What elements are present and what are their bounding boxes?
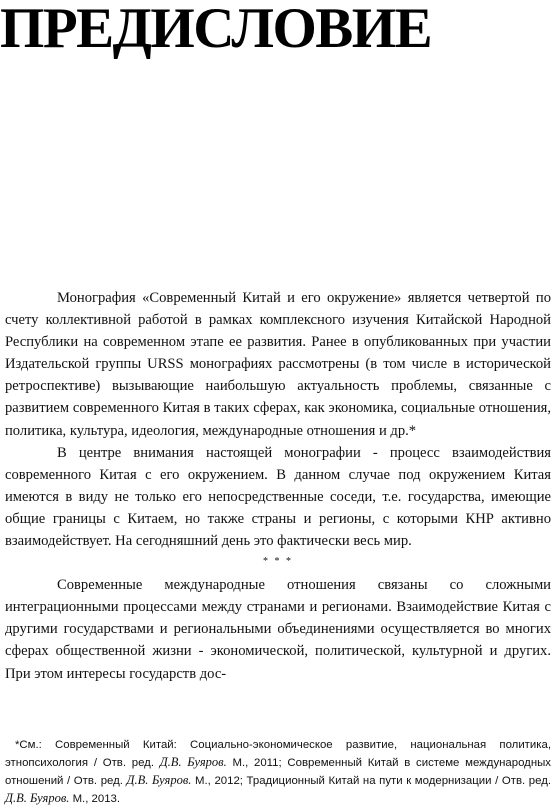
footnote-editor-2: Д.В. Буяров. <box>126 773 192 787</box>
paragraph-1: Монография «Современный Китай и его окружение» является четвертой по счету коллективной работой в рамках комплексного изучения Китайской Народной Республики на современном этапе ее развития. Ранее в опубликованных при участии Издательской группы URSS монографиях рассмотрены (в том числе в исторической ретроспективе) вызывающие наибольшую актуальность проблемы, связанные с развитием современного Китая в таких сферах, как экономика, социальные отношения, политика, культура, идеология, международные отношения и др.* <box>5 290 551 439</box>
footnote-text-2: М., 2011; Современный Китай в системе международных отношений / Отв. ред. <box>5 757 551 787</box>
paragraph-2: В центре внимания настоящей монографии - процесс взаимодействия современного Китая с его окружением. В данном случае под окружением Китая имеются в виду не только его непосредственные соседи, т.е. государства, имеющие общие границы с Китаем, но также страны и регионы, с которыми КНР активно взаимодействует. На сегодняшний день это фактически весь мир. <box>5 444 551 550</box>
body-text <box>5 287 551 685</box>
footnote-text-4: М., 2013. <box>69 793 121 805</box>
page-title: ПРЕДИСЛОВИЕ <box>0 0 432 60</box>
footnote-text-3: М., 2012; Традиционный Китай на пути к модернизации / Отв. ред. <box>191 775 552 787</box>
footnote-editor-3: Д.В. Буяров. <box>5 791 70 805</box>
footnote-editor-1: Д.В. Буяров. <box>159 755 227 769</box>
paragraph-3: Современные международные отношения связаны со сложными интеграционными процессами между странами и регионами. Взаимодействие Китая с другими государствами и региональными объединениями осуществляется во многих сферах общественной жизни - экономической, политической, культурной и других. При этом интересы государств дос- <box>5 577 551 682</box>
footnote <box>5 737 551 808</box>
footnote-marker: *См.: <box>15 739 42 751</box>
footnote-text-1: Современный Китай: Социально-экономическое развитие, национальная политика, этнопсихология / Отв. ред. <box>5 739 551 769</box>
section-separator: * * * <box>263 556 293 568</box>
